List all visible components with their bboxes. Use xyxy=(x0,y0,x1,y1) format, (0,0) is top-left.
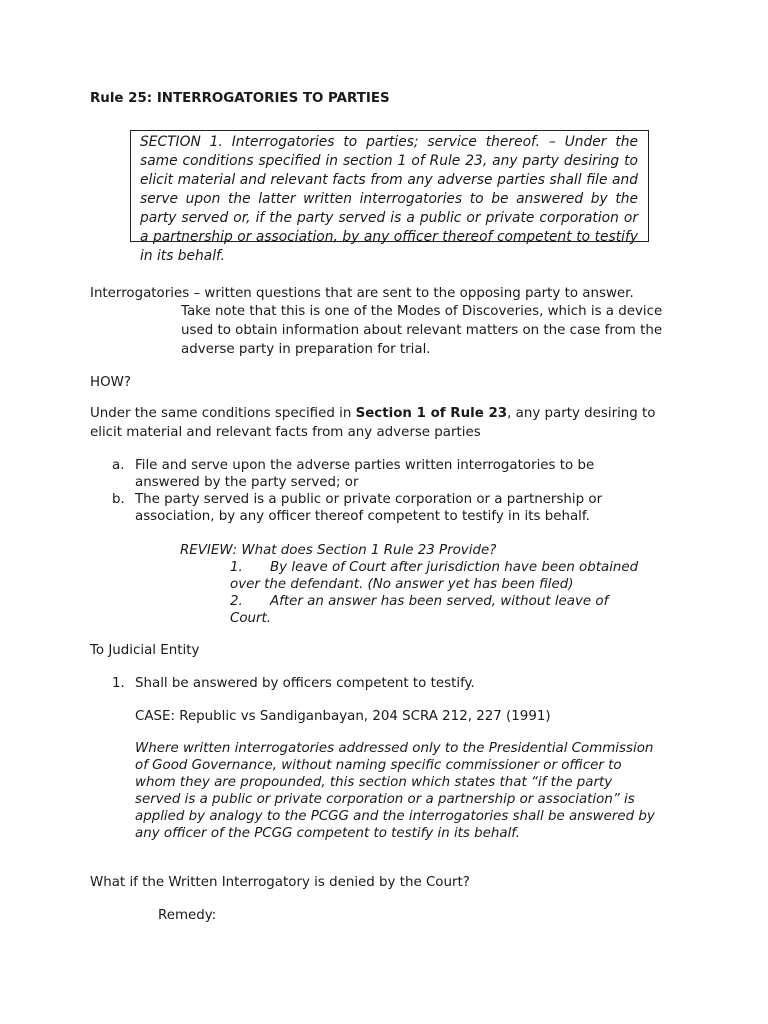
list-item-text: File and serve upon the adverse parties written interrogatories to be answered by the party served; or xyxy=(135,458,595,490)
definition-note: Take note that this is one of the Modes of Discoveries, which is a device used to obtain information about relevant matters on the case from the adverse party in preparation for trial. xyxy=(181,304,663,357)
list-item-label: b. xyxy=(112,492,125,507)
remedy-label: Remedy: xyxy=(158,908,217,923)
review-heading: REVIEW: What does Section 1 Rule 23 Provide? xyxy=(180,543,497,558)
section-text: SECTION 1. Interrogatories to parties; service thereof. – Under the same conditions specified in section 1 of Rule 23, any party desiring to elicit material and relevant facts from any adverse parties shall file and serve upon the latter written interrogatories to be answered by the party served or, if the party served is a public or private corporation or a partnership or association, by any officer thereof competent to testify in its behalf. xyxy=(140,134,638,264)
review-item xyxy=(180,593,660,627)
definition-line: Interrogatories – written questions that are sent to the opposing party to answer. xyxy=(90,286,634,301)
how-paragraph xyxy=(90,404,690,442)
list-item xyxy=(90,457,630,491)
review-item-number: 2. xyxy=(230,594,243,609)
list-item-text: The party served is a public or private corporation or a partnership or association, by any officer thereof competent to testify in its behalf. xyxy=(135,492,603,524)
review-item-text: By leave of Court after jurisdiction have been obtained over the defendant. (No answer yet has been filed) xyxy=(230,560,639,592)
review-item xyxy=(180,559,660,593)
how-para-after: , any party desiring to elicit material and relevant facts from any adverse parties xyxy=(90,406,656,440)
how-para-bold: Section 1 of Rule 23 xyxy=(355,406,508,421)
page-title: Rule 25: INTERROGATORIES TO PARTIES xyxy=(90,91,390,106)
case-citation: CASE: Republic vs Sandiganbayan, 204 SCRA 212, 227 (1991) xyxy=(135,709,551,724)
section-box xyxy=(130,130,649,264)
list-item-label: a. xyxy=(112,458,125,473)
question: What if the Written Interrogatory is denied by the Court? xyxy=(90,875,470,890)
review-item-number: 1. xyxy=(230,560,243,575)
how-list xyxy=(90,457,630,525)
judicial-item-text: Shall be answered by officers competent to testify. xyxy=(135,676,475,691)
judicial-item-number: 1. xyxy=(112,676,125,691)
judicial-label: To Judicial Entity xyxy=(90,643,200,658)
review-item-text: After an answer has been served, without leave of Court. xyxy=(230,594,609,626)
how-label: HOW? xyxy=(90,375,131,390)
how-para-before: Under the same conditions specified in xyxy=(90,406,356,421)
review-block xyxy=(180,542,660,627)
list-item xyxy=(90,491,630,525)
case-text: Where written interrogatories addressed only to the Presidential Commission of Good Governance, without naming specific commissioner or officer to whom they are propounded, this section which states that “if the party served is a public or private corporation or a partnership or association” is applied by analogy to the PCGG and the interrogatories shall be answered by any officer of the PCGG competent to testify in its behalf. xyxy=(135,741,655,841)
